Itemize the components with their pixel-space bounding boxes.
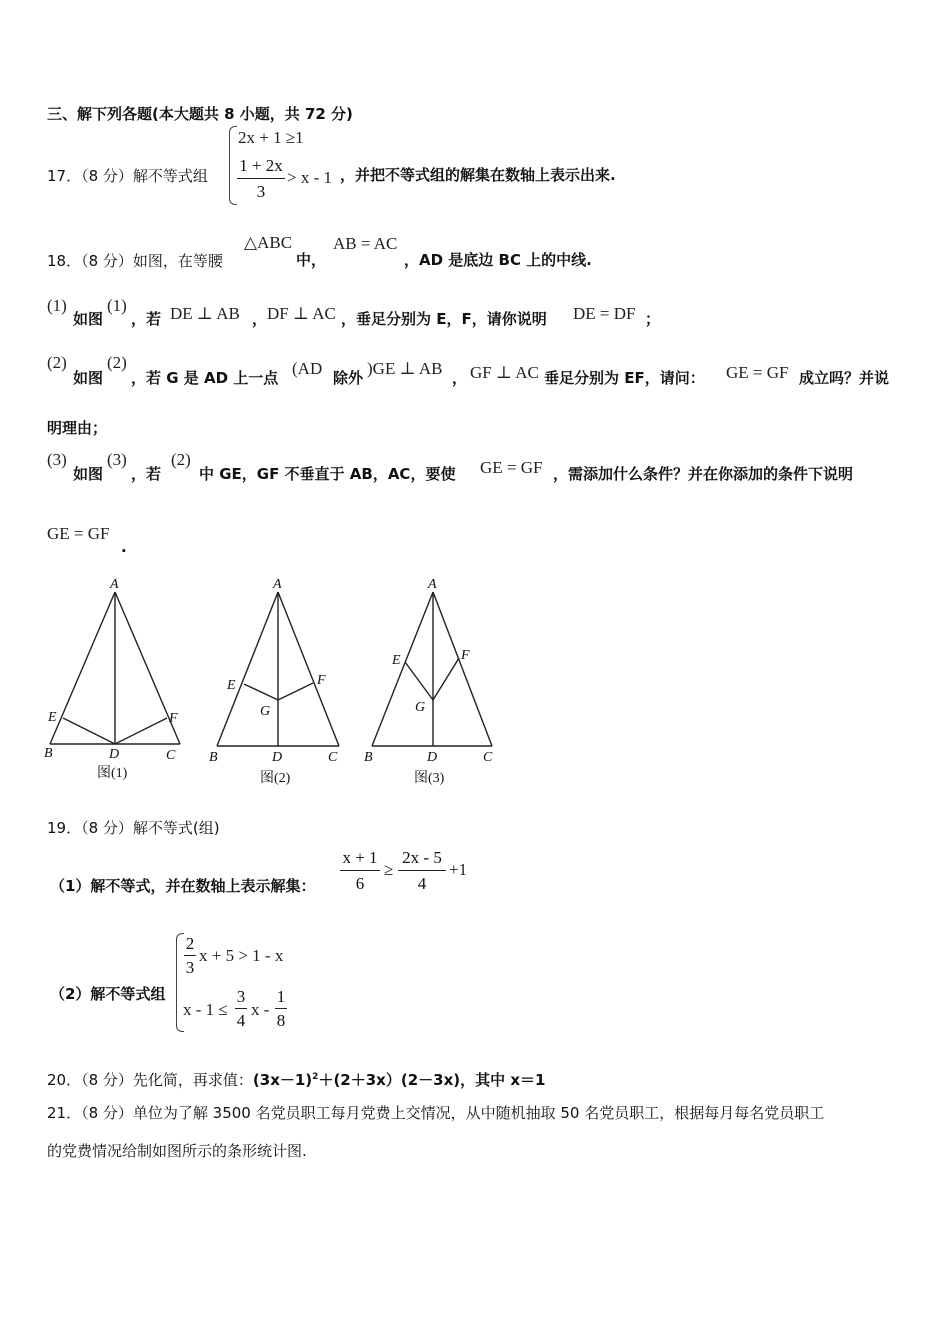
fig1-label-c: C [166,748,176,763]
q18-p3-t1: 如图 [73,465,104,483]
q19-p1-num2: 2x - 5 [402,848,442,867]
q20-pre: 20．（8 分）先化简，再求值： [47,1071,253,1089]
q19-p2-l2-num: 3 [236,987,246,1006]
q17-ineq2-num: 1 + 2x [239,156,283,175]
fig1-label-e: E [48,710,57,725]
fig1-label-d: D [109,747,120,762]
q18-p3-t3: 中 GE，GF 不垂直于 AB，AC，要使 [199,465,456,483]
q17-ineq2-rhs: > x - 1 [287,168,332,187]
q17-ineq2-den: 3 [256,182,266,201]
q21-line2: 的党费情况给制如图所示的条形统计图. [47,1142,307,1160]
q19-p2-text: （2）解不等式组 [50,985,166,1003]
q19-number: 19．（8 分）解不等式(组) [47,819,220,837]
q19-p1-ge: ≥ [384,860,394,879]
q19-p2-l2-den2: 8 [276,1011,286,1030]
q18-p2-m4: GE = GF [726,363,789,382]
q19-p2-l1-den: 3 [185,958,195,977]
q17-fraction-bar [237,178,285,179]
q18-p3-fig: (3) [107,450,127,469]
q19-p1-num1: x + 1 [342,848,378,867]
q19-p2-l2-b: x - [251,1000,270,1019]
fig1-label-b: B [44,746,53,761]
fig1-caption: 图(1) [97,766,128,781]
fig2-label-c: C [328,750,338,765]
q18-p3-t5: . [121,538,127,556]
fig3-label-f: F [461,648,470,663]
q19-p1-bar1 [340,870,380,871]
fig3-label-a: A [428,577,437,592]
fig2-label-f: F [317,673,326,688]
q19-p1-plus: +1 [449,860,468,879]
q19-p1-den2: 4 [417,874,427,893]
q18-p2-t4: ， [452,369,468,387]
q18-mid: 中， [296,251,327,269]
q19-p2-l2-den: 4 [236,1011,246,1030]
fig3-label-c: C [483,750,493,765]
fig2-label-a: A [273,577,282,592]
figure-1-lines [50,592,180,744]
q19-p2-l1-num: 2 [185,934,195,953]
fig2-label-e: E [227,678,236,693]
q18-tail: ，AD 是底边 BC 上的中线. [404,251,592,269]
figure-3-lines [372,592,492,746]
q18-p3-ref: (2) [171,450,191,469]
q17-number: 17．（8 分）解不等式组 [47,167,208,185]
q18-p3-t4: ，需添加什么条件？并在你添加的条件下说明 [553,465,854,483]
q18-equal-sides: AB = AC [333,234,398,253]
q19-p2-l2-bar2 [275,1008,287,1009]
q19-p2-l1-rest: x + 5 > 1 - x [199,946,284,965]
q18-p2-num: (2) [47,353,67,372]
q18-p1-t5: ； [645,310,661,328]
q18-triangle: △ABC [244,233,293,252]
q18-p1-m3: DE = DF [573,304,636,323]
q20-expr1: (3x－1) [252,1071,313,1089]
fig2-label-b: B [209,750,218,765]
q19-p2-l2-bar [235,1008,247,1009]
q20-exponent: 2 [312,1072,319,1082]
fig1-label-f: F [169,711,178,726]
q21-line1: 21．（8 分）单位为了解 3500 名党员职工每月党费上交情况，从中随机抽取 50 名党员职工，根据每月每名党员职工 [47,1104,825,1122]
q17-tail: ，并把不等式组的解集在数轴上表示出来. [340,166,616,184]
q18-p3-m2: GE = GF [47,524,110,543]
q18-p2-t5: 垂足分别为 EF，请问： [544,369,705,387]
q20 [47,1069,545,1090]
q18-p1-t3: ， [252,310,268,328]
q18-number: 18．（8 分）如图，在等腰 [47,252,223,270]
fig2-label-d: D [272,750,283,765]
q18-p2-t6: 成立吗？并说 [799,369,890,387]
q18-p2-t2: ，若 G 是 AD 上一点 [131,369,279,387]
q17-ineq1: 2x + 1 ≥1 [238,128,304,147]
q18-p1-t4: ，垂足分别为 E，F，请你说明 [341,310,547,328]
q18-p2-t3: 除外 [333,369,364,387]
q18-p3-m1: GE = GF [480,458,543,477]
figure-2-lines [217,592,339,746]
fig3-label-e: E [392,653,401,668]
q19-p1-bar2 [398,870,446,871]
section-heading: 三、解下列各题(本大题共 8 小题，共 72 分) [47,105,353,123]
fig3-label-g: G [415,700,426,715]
fig2-caption: 图(2) [260,771,291,786]
q18-figures [0,570,520,790]
q19-p1-text: （1）解不等式，并在数轴上表示解集： [50,877,316,895]
q19-p1-den1: 6 [355,874,365,893]
q18-p2-m2: )GE ⊥ AB [367,359,443,378]
q18-p1-m2: DF ⊥ AC [267,304,336,323]
q19-p2-l2-num2: 1 [276,987,286,1006]
q18-p2-line2: 明理由； [47,419,108,437]
q18-p2-m1: (AD [292,359,323,378]
q18-p1-t2: ，若 [131,310,162,328]
q19-p2-l2-a: x - 1 ≤ [183,1000,228,1019]
q19-p2-l1-bar [184,955,196,956]
q18-p1-fig: (1) [107,296,127,315]
q18-p1-t1: 如图 [73,310,104,328]
fig1-label-a: A [110,577,119,592]
q18-p1-m1: DE ⊥ AB [170,304,240,323]
fig3-caption: 图(3) [414,771,445,786]
fig3-label-d: D [427,750,438,765]
q18-p1-num: (1) [47,296,67,315]
fig2-label-g: G [260,704,271,719]
q18-p2-t1: 如图 [73,369,104,387]
q18-p2-m3: GF ⊥ AC [470,363,539,382]
q18-p3-num: (3) [47,450,67,469]
q18-p3-t2: ，若 [131,465,162,483]
q20-expr2: ＋(2＋3x）(2－3x)，其中 x＝1 [318,1071,546,1089]
q18-p2-fig: (2) [107,353,127,372]
fig3-label-b: B [364,750,373,765]
